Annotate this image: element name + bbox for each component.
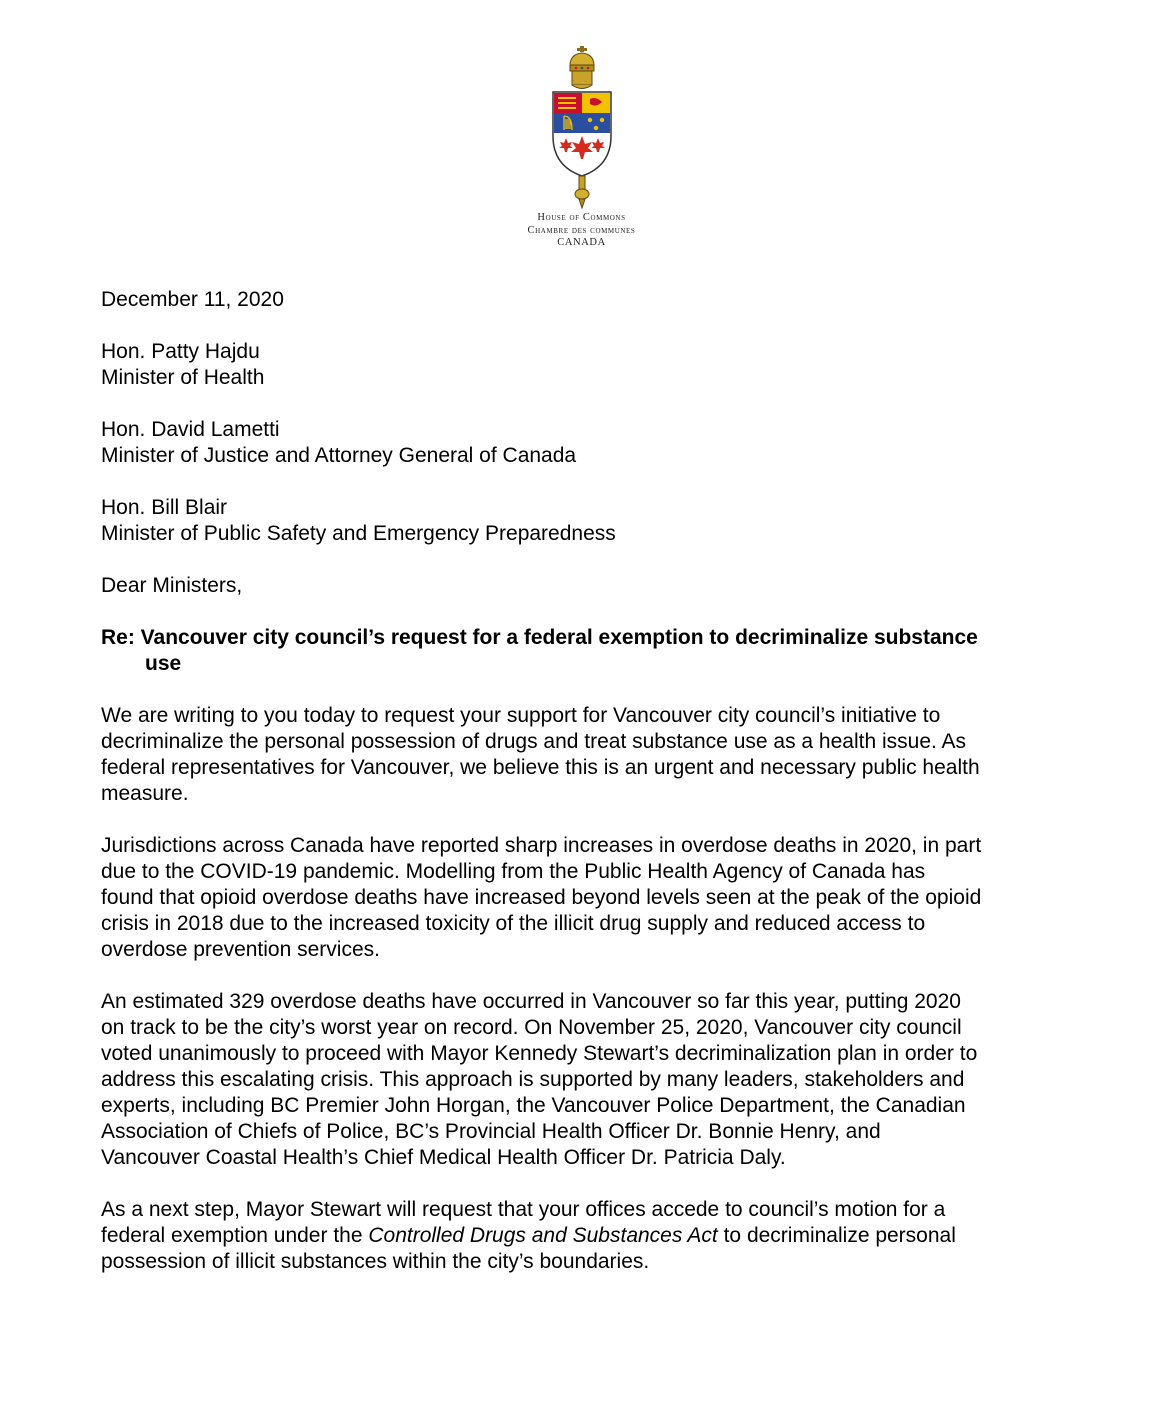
letterhead <box>0 44 1163 250</box>
paragraph-line: possession of illicit substances within the city’s boundaries. <box>101 1250 650 1273</box>
paragraph-line: on track to be the city’s worst year on record. On November 25, 2020, Vancouver city council <box>101 1016 962 1039</box>
letterhead-house-of-commons: House of Commons <box>537 212 626 223</box>
paragraph-line: Vancouver Coastal Health’s Chief Medical Health Officer Dr. Patricia Daly. <box>101 1146 786 1169</box>
paragraph-line: We are writing to you today to request your support for Vancouver city council’s initiative to <box>101 704 941 727</box>
paragraph-line: experts, including BC Premier John Horgan, the Vancouver Police Department, the Canadian <box>101 1094 966 1117</box>
paragraph-line: overdose prevention services. <box>101 938 380 961</box>
subject-line-2: use <box>145 652 182 675</box>
recipient-name: Hon. Patty Hajdu <box>101 340 260 363</box>
text-before-act-title: federal exemption under the <box>101 1224 369 1247</box>
paragraph-line: federal representatives for Vancouver, we believe this is an urgent and necessary public health <box>101 756 980 779</box>
salutation: Dear Ministers, <box>101 574 243 597</box>
recipient-title: Minister of Health <box>101 366 265 389</box>
letter-date: December 11, 2020 <box>101 288 284 311</box>
paragraph-line: Association of Chiefs of Police, BC’s Provincial Health Officer Dr. Bonnie Henry, and <box>101 1120 881 1143</box>
act-title: Controlled Drugs and Substances Act <box>368 1224 718 1247</box>
paragraph-line: crisis in 2018 due to the increased toxicity of the illicit drug supply and reduced access to <box>101 912 926 935</box>
letterhead-canada: CANADA <box>557 237 606 248</box>
text-after-act-title: to decriminalize personal <box>717 1224 956 1247</box>
paragraph-1 <box>101 703 1061 807</box>
recipient-name: Hon. Bill Blair <box>101 496 228 519</box>
paragraph-2 <box>101 833 1061 963</box>
recipient-2 <box>101 417 1081 469</box>
recipient-1 <box>101 339 1081 391</box>
recipient-name: Hon. David Lametti <box>101 418 280 441</box>
recipient-title: Minister of Justice and Attorney General of Canada <box>101 444 577 467</box>
paragraph-line: An estimated 329 overdose deaths have occurred in Vancouver so far this year, putting 2020 <box>101 990 961 1013</box>
subject-line <box>101 625 1105 677</box>
paragraph-line: measure. <box>101 782 189 805</box>
recipient-3 <box>101 495 1081 547</box>
paragraph-line-with-act-title <box>101 1223 1061 1249</box>
subject-line-1: Re: Vancouver city council’s request for a federal exemption to decriminalize substance <box>101 626 978 649</box>
paragraph-line: voted unanimously to proceed with Mayor Kennedy Stewart’s decriminalization plan in order to <box>101 1042 978 1065</box>
letter-body <box>101 287 1081 1275</box>
paragraph-4 <box>101 1197 1061 1275</box>
house-of-commons-crest-icon <box>546 44 618 210</box>
paragraph-line: As a next step, Mayor Stewart will request that your offices accede to council’s motion for a <box>101 1198 946 1221</box>
paragraph-line: found that opioid overdose deaths have increased beyond levels seen at the peak of the opioid <box>101 886 982 909</box>
paragraph-line: due to the COVID-19 pandemic. Modelling from the Public Health Agency of Canada has <box>101 860 926 883</box>
recipient-title: Minister of Public Safety and Emergency Preparedness <box>101 522 616 545</box>
paragraph-3 <box>101 989 1061 1171</box>
paragraph-line: decriminalize the personal possession of drugs and treat substance use as a health issue. As <box>101 730 967 753</box>
letterhead-chambre-des-communes: Chambre des communes <box>527 224 636 236</box>
paragraph-line: Jurisdictions across Canada have reported sharp increases in overdose deaths in 2020, in part <box>101 834 982 857</box>
paragraph-line: address this escalating crisis. This approach is supported by many leaders, stakeholders and <box>101 1068 965 1091</box>
